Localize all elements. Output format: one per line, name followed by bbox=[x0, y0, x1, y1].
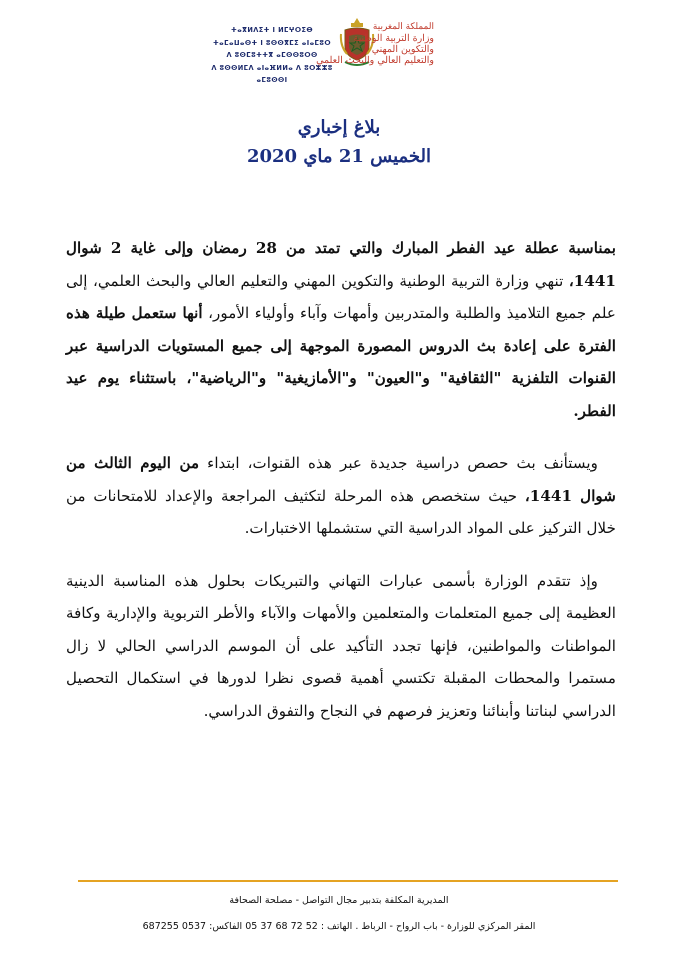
footer-department: المديرية المكلفة بتدبير مجال التواصل - مصلحة الصحافة bbox=[229, 895, 449, 906]
paragraph-1-announcement: أنها ستعمل طيلة هذه الفترة على إعادة بث الدروس المصورة الموجهة إلى جميع المستويات الدراسية عبر القنوات التلفزية "الثقافية" و"العيون" و"الأمازيغية" و"الرياضية"، باستثناء يوم عيد الفطر. bbox=[66, 304, 616, 420]
paragraph-2-text: ويستأنف بث حصص دراسية جديدة عبر هذه القنوات، ابتداء bbox=[199, 454, 598, 472]
document-body bbox=[66, 232, 616, 727]
ministry-name-tifinagh: ⵜⴰⴳⵍⴷⵉⵜ ⵏ ⵍⵎⵖⵔⵉⴱ ⵜⴰⵎⴰⵡⴰⵙⵜ ⵏ ⵓⵙⵙⴳⵎⵉ ⴰⵏⴰⵎⵓⵔ ⴷ ⵓⵙⵎⵓⵜⵜⴳ ⴰⵎⵙⵙⵓⵔⵙ ⴷ ⵓⵙⵙⵍⵎⴷ ⴰⵏⴰⴼⵍⵍⴰ ⴷ ⵓⵔⵣⵣⵓ ⴰⵎⵓⵙⵙⵏ bbox=[211, 26, 333, 84]
ministry-name-arabic: المملكة المغربية وزارة التربية الوطنية والتكوين المهني والتعليم العالي والبحث العلمي bbox=[316, 22, 434, 66]
paragraph-1-text: تنهي وزارة التربية الوطنية والتكوين المهني والتعليم العالي والبحث العلمي، إلى علم جميع التلاميذ والطلبة والمتدربين وأمهات وآباء وأولياء الأمور، bbox=[66, 271, 616, 322]
footer bbox=[0, 888, 678, 940]
letterhead bbox=[0, 12, 678, 92]
document-date: الخميس 21 ماي 2020 bbox=[246, 146, 432, 167]
paragraph-2-text-end: حيث ستخصص هذه المرحلة لتكثيف المراجعة والإعداد للامتحانات من خلال التركيز على المواد الدراسية التي ستشملها الاختبارات. bbox=[66, 486, 616, 537]
footer-address: المقر المركزي للوزارة - باب الرواح - الرباط . الهاتف : 52 72 68 37 05 الفاكس: 0537 687255 bbox=[142, 921, 536, 932]
paragraph-2 bbox=[66, 447, 616, 545]
title-block bbox=[0, 117, 678, 167]
paragraph-3 bbox=[66, 565, 616, 728]
document-title: بلاغ إخباري bbox=[297, 117, 381, 138]
paragraph-1-intro: بمناسبة عطلة عيد الفطر المبارك والتي تمتد من 28 رمضان وإلى غاية 2 شوال 1441، bbox=[66, 239, 616, 290]
footer-divider bbox=[78, 880, 618, 882]
paragraph-1 bbox=[66, 232, 616, 427]
paragraph-2-date: من اليوم الثالث من شوال 1441، bbox=[66, 454, 616, 505]
paragraph-3-text: وإذ تتقدم الوزارة بأسمى عبارات التهاني والتبريكات بحلول هذه المناسبة الدينية العظيمة إلى جميع المتعلمات والمتعلمين والأمهات والآباء والأطر التربوية والإدارية وكافة المواطنات والمواطنين، فإنها تجدد التأكيد على أن الموسم الدراسي الحالي لا زال مستمرا والمحطات المقبلة تكتسي أهمية قصوى نظرا لدورها في استكمال التحصيل الدراسي لبناتنا وأبنائنا وتعزيز فرصهم في النجاح والتفوق الدراسي. bbox=[66, 571, 616, 720]
